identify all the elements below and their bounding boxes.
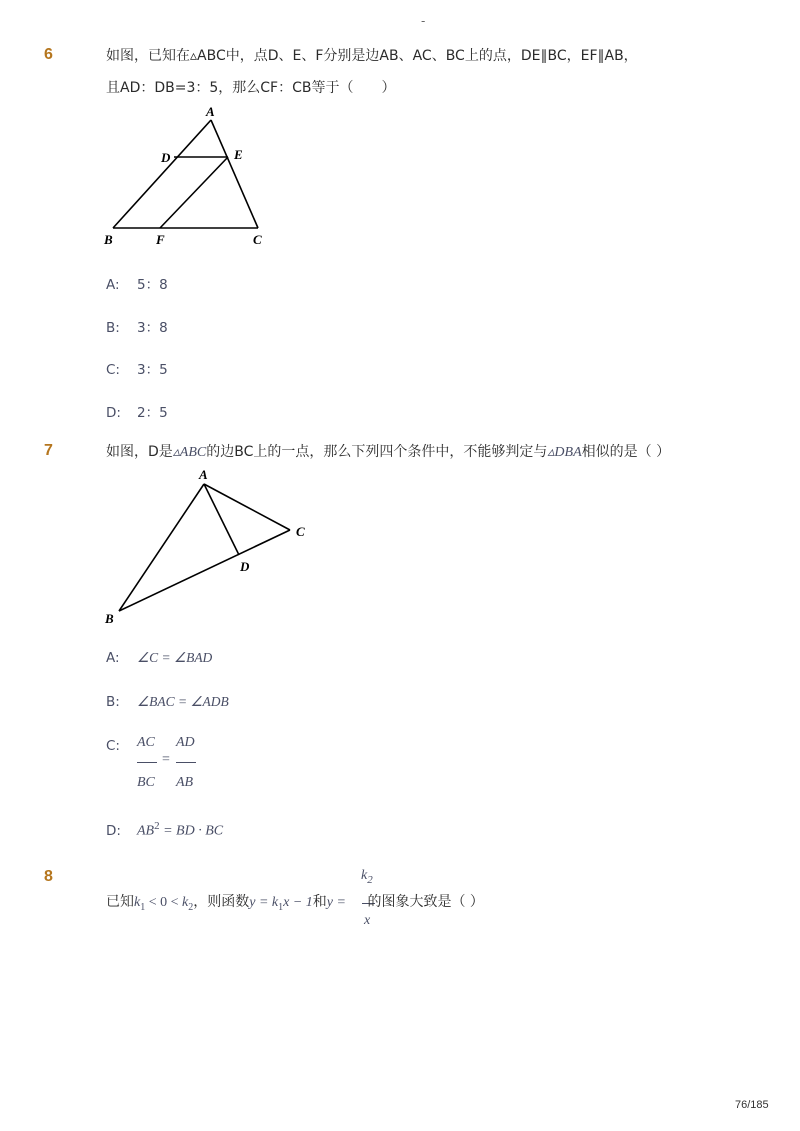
fraction-numerator: AC [137, 735, 155, 750]
fraction-denominator: x [364, 913, 371, 928]
stem-text: 的边BC上的一点，那么下列四个条件中，不能够判定与 [206, 444, 548, 460]
point-label-b: B [105, 611, 114, 626]
question-number-6: 6 [44, 46, 53, 63]
option-label: C: [106, 362, 120, 378]
stem-text: 如图，D是 [106, 444, 173, 460]
option-c[interactable] [106, 735, 226, 795]
stem-triangle-dba: ▵DBA [547, 445, 582, 460]
subscript: 1 [140, 901, 146, 913]
option-a[interactable] [106, 650, 212, 666]
option-label: D: [106, 822, 121, 839]
option-label: B: [106, 320, 120, 336]
stem-text: 相似的是（ ） [581, 444, 671, 460]
option-text-rest: = BD · BC [159, 823, 224, 839]
segment-ab [119, 484, 204, 611]
function-1-rest: x − 1 [283, 895, 313, 910]
stem-text: 已知 [106, 894, 134, 910]
fraction-bar [137, 762, 157, 763]
fraction-denominator: BC [137, 775, 155, 790]
function-1: y = k [249, 895, 279, 910]
segment-ad [204, 484, 239, 555]
subscript: 1 [278, 901, 284, 913]
question-6-figure [100, 100, 280, 250]
stem-triangle-abc: ▵ABC [172, 445, 207, 460]
segment-ef [160, 157, 228, 228]
question-number-8: 8 [44, 868, 53, 885]
triangle-abc-lines [113, 120, 258, 228]
k-symbol: k [182, 895, 189, 910]
k-symbol: k [361, 868, 368, 883]
page-number: 76/185 [735, 1099, 769, 1111]
stem-text: 和 [312, 894, 327, 910]
option-text: 2：5 [137, 405, 168, 421]
point-label-d: D [161, 150, 171, 165]
option-label: D: [106, 405, 121, 421]
header-mark: - [421, 14, 426, 28]
fraction-numerator: AD [176, 735, 195, 750]
question-6-stem-line1: 如图，已知在▵ABC中，点D、E、F分别是边AB、AC、BC上的点，DE∥BC，EF∥AB， [106, 48, 638, 64]
fraction-denominator: AB [176, 775, 194, 790]
point-label-c: C [296, 524, 305, 539]
k-symbol: k [134, 895, 141, 910]
point-label-f: F [156, 232, 165, 247]
equals-sign: = [162, 752, 170, 767]
inequality: < 0 < [145, 895, 183, 910]
segment-bc [119, 530, 290, 611]
stem-text: ，则函数 [193, 894, 250, 910]
option-label: A: [106, 650, 120, 666]
option-c[interactable] [106, 358, 168, 378]
option-label: B: [106, 694, 120, 710]
triangle-abc-lines [119, 484, 290, 611]
option-text: 5：8 [137, 277, 168, 293]
question-7-stem [106, 442, 670, 463]
option-text: 3：8 [137, 320, 168, 336]
stem-text: 的图象大致是（ ） [367, 894, 484, 910]
point-label-d: D [240, 559, 250, 574]
option-label: A: [106, 277, 120, 293]
subscript: 2 [367, 873, 373, 886]
point-label-a: A [206, 104, 215, 119]
option-text: ∠BAC = ∠ADB [137, 694, 229, 709]
option-text: ∠C = ∠BAD [137, 650, 213, 665]
segment-ac [204, 484, 290, 530]
option-b[interactable] [106, 316, 168, 336]
option-text: 3：5 [137, 362, 168, 378]
option-d[interactable] [106, 820, 223, 840]
fraction-bar [176, 762, 196, 763]
point-label-b: B [104, 232, 113, 247]
option-text-base: AB [137, 823, 155, 839]
option-label: C: [106, 738, 120, 754]
option-text-exponent: 2 [154, 820, 160, 832]
question-8-stem [106, 892, 484, 918]
subscript: 2 [188, 901, 194, 913]
question-6-stem-line2: 且AD：DB=3：5，那么CF：CB等于（ ） [106, 80, 396, 96]
question-7-figure [100, 465, 320, 630]
function-2: y = [326, 895, 350, 910]
segment-ab [113, 120, 211, 228]
option-a[interactable] [106, 273, 168, 293]
point-label-c: C [253, 232, 262, 247]
point-label-a: A [199, 467, 208, 482]
point-label-e: E [234, 147, 243, 162]
segment-ac [211, 120, 258, 228]
option-d[interactable] [106, 401, 168, 421]
option-b[interactable] [106, 694, 229, 710]
question-number-7: 7 [44, 442, 53, 459]
fraction-numerator [361, 868, 373, 886]
